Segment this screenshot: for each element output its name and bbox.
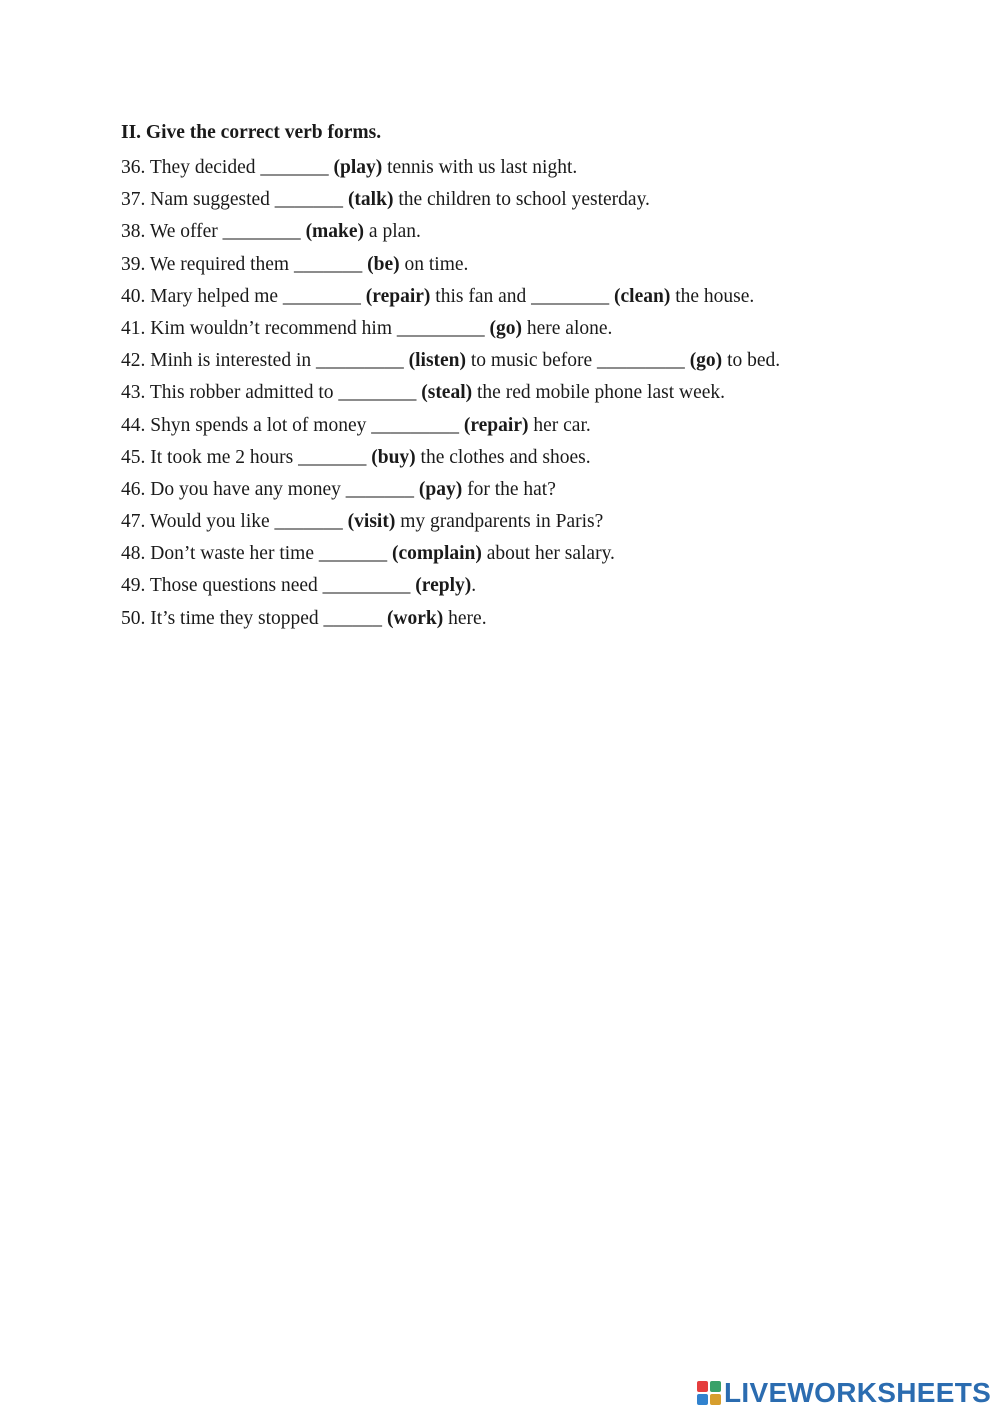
question-text: 38. We offer ________ [121,221,306,243]
verb-prompt: (visit) [347,511,396,533]
question-text: 40. Mary helped me ________ [121,285,366,307]
question-item [121,345,780,377]
verb-prompt: (reply) [415,575,472,597]
question-text: to music before _________ [466,350,690,372]
question-text: 47. Would you like _______ [121,511,348,533]
question-text: 44. Shyn spends a lot of money _________ [121,414,464,436]
logo-grid-icon [697,1381,721,1405]
verb-prompt: (go) [489,317,522,339]
question-item [121,474,780,506]
question-text: her car. [528,414,591,436]
question-item [121,570,780,602]
question-text: here. [443,607,487,629]
verb-prompt: (listen) [408,350,467,372]
question-text: 36. They decided _______ [121,157,334,178]
section-heading: II. Give the correct verb forms. [121,122,382,143]
question-text: for the hat? [462,478,556,500]
question-item [121,249,780,281]
question-text: 43. This robber admitted to ________ [121,382,422,404]
verb-prompt: (talk) [347,189,394,211]
question-text: 46. Do you have any money _______ [121,478,419,500]
question-text: the children to school yesterday. [393,189,650,211]
question-text: a plan. [364,221,421,243]
verb-prompt: (complain) [391,543,482,565]
question-text: the red mobile phone last week. [472,382,726,404]
question-item [121,506,780,538]
question-item [121,152,780,184]
verb-prompt: (pay) [418,478,463,500]
question-text: 37. Nam suggested _______ [121,189,348,211]
question-list [121,152,780,635]
verb-prompt: (clean) [614,285,671,307]
logo-square [697,1381,708,1392]
question-text: about her salary. [481,543,615,565]
question-item [121,216,780,248]
question-text: the house. [670,285,755,307]
verb-prompt: (make) [305,221,365,243]
logo-square [710,1381,721,1392]
question-text: the clothes and shoes. [415,446,591,468]
liveworksheets-logo [697,1378,991,1408]
logo-square [697,1394,708,1405]
question-text: 50. It’s time they stopped ______ [121,607,387,629]
question-text: to bed. [722,350,781,372]
question-text: my grandparents in Paris? [395,511,604,533]
verb-prompt: (be) [367,253,400,275]
question-item [121,603,780,635]
question-text: 42. Minh is interested in _________ [121,350,409,372]
verb-prompt: (work) [386,607,444,629]
question-text: tennis with us last night. [382,157,578,178]
question-text: 39. We required them _______ [121,253,368,275]
question-item [121,538,780,570]
logo-text: LIVEWORKSHEETS [724,1377,992,1408]
question-text: on time. [399,253,469,275]
question-item [121,442,780,474]
question-text: 49. Those questions need _________ [121,575,416,597]
question-text: 41. Kim wouldn’t recommend him _________ [121,317,490,339]
question-text: 45. It took me 2 hours _______ [121,446,372,468]
verb-prompt: (buy) [371,446,416,468]
question-item [121,377,780,409]
question-item [121,313,780,345]
question-text: here alone. [521,317,613,339]
verb-prompt: (steal) [421,382,473,404]
verb-prompt: (repair) [463,414,529,436]
question-item [121,281,780,313]
question-item [121,184,780,216]
verb-prompt: (play) [333,157,383,178]
question-text: 48. Don’t waste her time _______ [121,543,392,565]
question-text: . [471,575,477,597]
question-text: this fan and ________ [430,285,615,307]
verb-prompt: (repair) [365,285,431,307]
question-item [121,410,780,442]
logo-square [710,1394,721,1405]
verb-prompt: (go) [689,350,723,372]
